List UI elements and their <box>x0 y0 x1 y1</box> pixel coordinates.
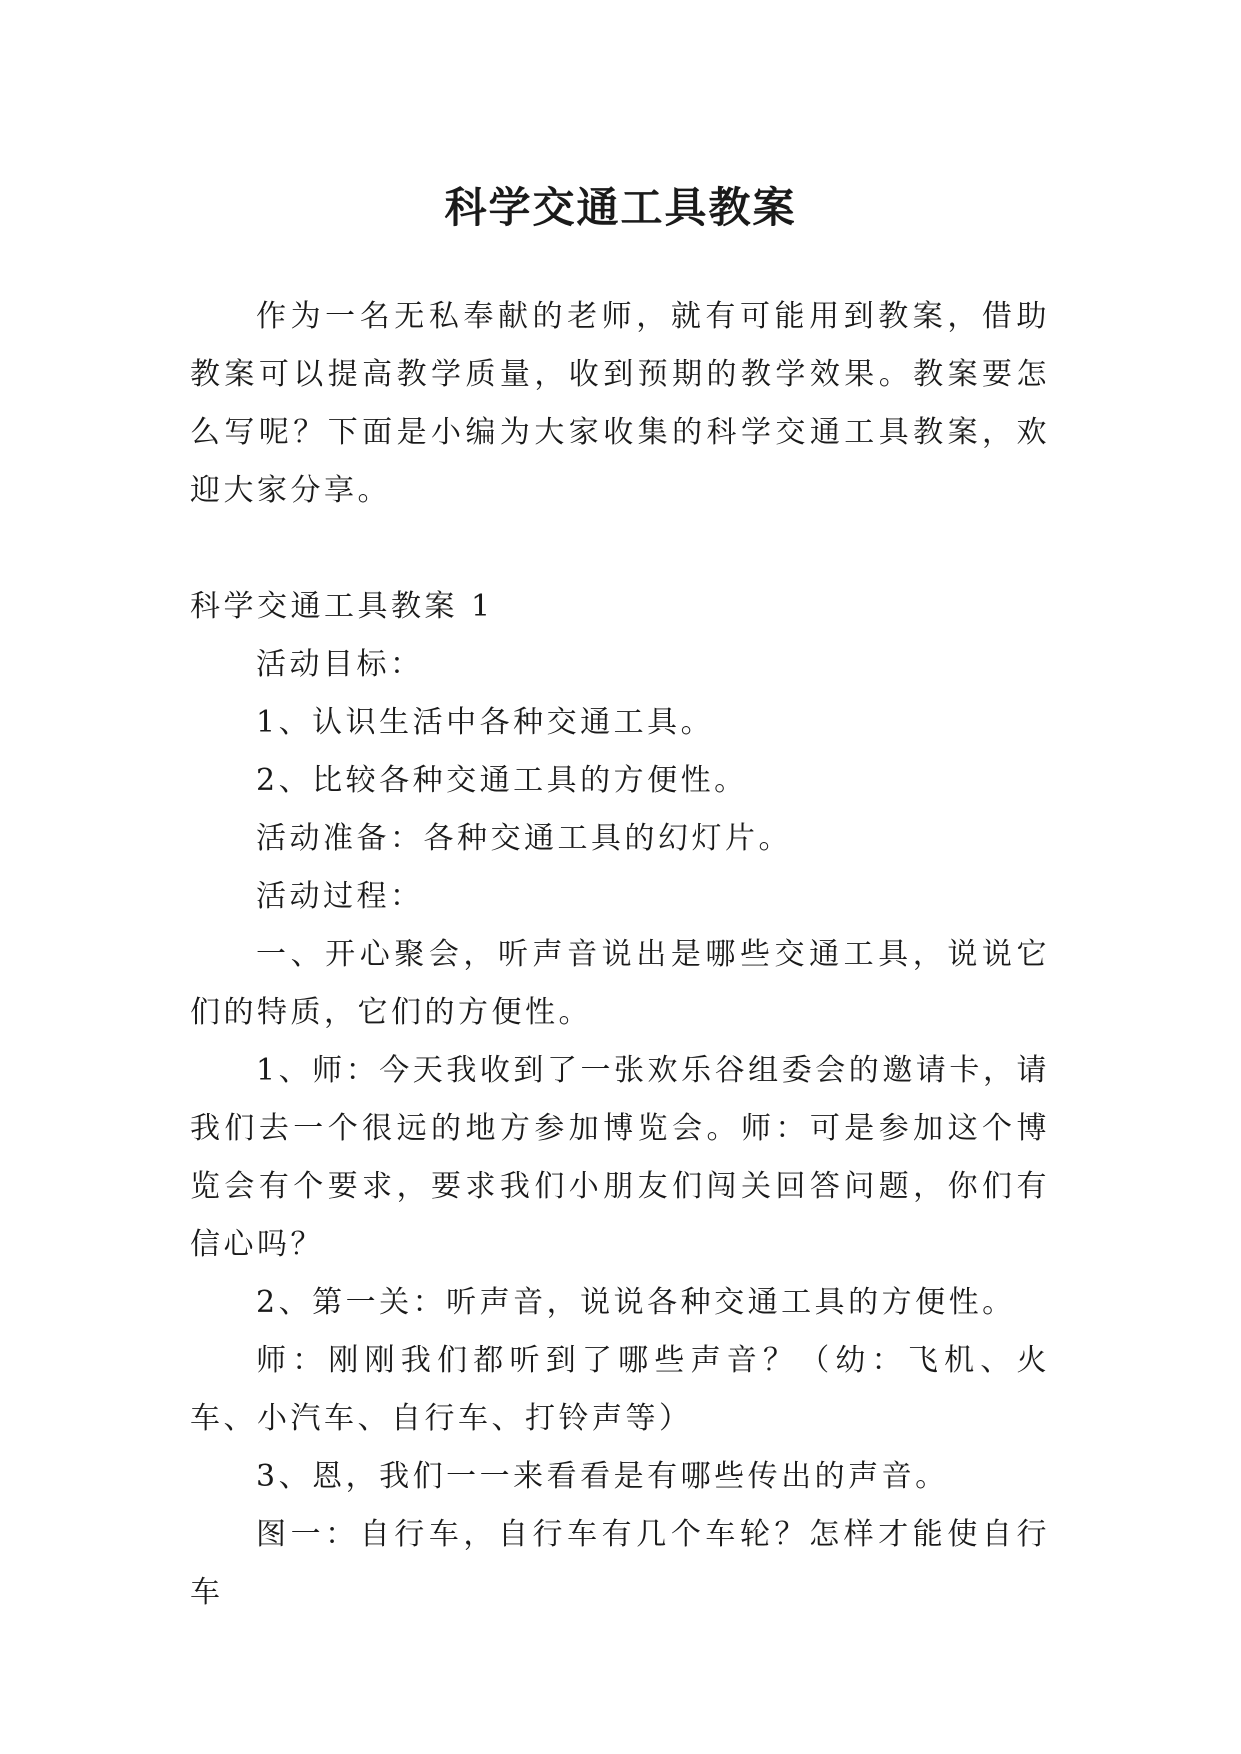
paragraph: 师：刚刚我们都听到了哪些声音？（幼：飞机、火车、小汽车、自行车、打铃声等） <box>190 1343 1050 1436</box>
document-title: 科学交通工具教案 <box>444 183 797 233</box>
paragraph: 1、师：今天我收到了一张欢乐谷组委会的邀请卡，请我们去一个很远的地方参加博览会。师：可是参加这个博览会有个要求，要求我们小朋友们闯关回答问题，你们有信心吗？ <box>190 1053 1050 1262</box>
paragraph: 2、比较各种交通工具的方便性。 <box>256 763 748 798</box>
paragraph: 3、恩，我们一一来看看是有哪些传出的声音。 <box>256 1459 949 1494</box>
paragraph: 2、第一关：听声音，说说各种交通工具的方便性。 <box>256 1285 1016 1320</box>
paragraph: 图一：自行车，自行车有几个车轮？怎样才能使自行车 <box>190 1517 1050 1610</box>
document-body <box>190 288 1050 1622</box>
paragraph: 一、开心聚会，听声音说出是哪些交通工具，说说它们的特质，它们的方便性。 <box>190 937 1050 1030</box>
paragraph: 活动过程： <box>256 879 424 914</box>
intro-paragraph: 作为一名无私奉献的老师，就有可能用到教案，借助教案可以提高教学质量，收到预期的教学效果。教案要怎么写呢？下面是小编为大家收集的科学交通工具教案，欢迎大家分享。 <box>190 299 1050 508</box>
paragraph: 活动目标： <box>256 647 424 682</box>
paragraph: 活动准备：各种交通工具的幻灯片。 <box>256 821 792 856</box>
section-heading: 科学交通工具教案 1 <box>190 589 494 624</box>
paragraph: 1、认识生活中各种交通工具。 <box>256 705 715 740</box>
